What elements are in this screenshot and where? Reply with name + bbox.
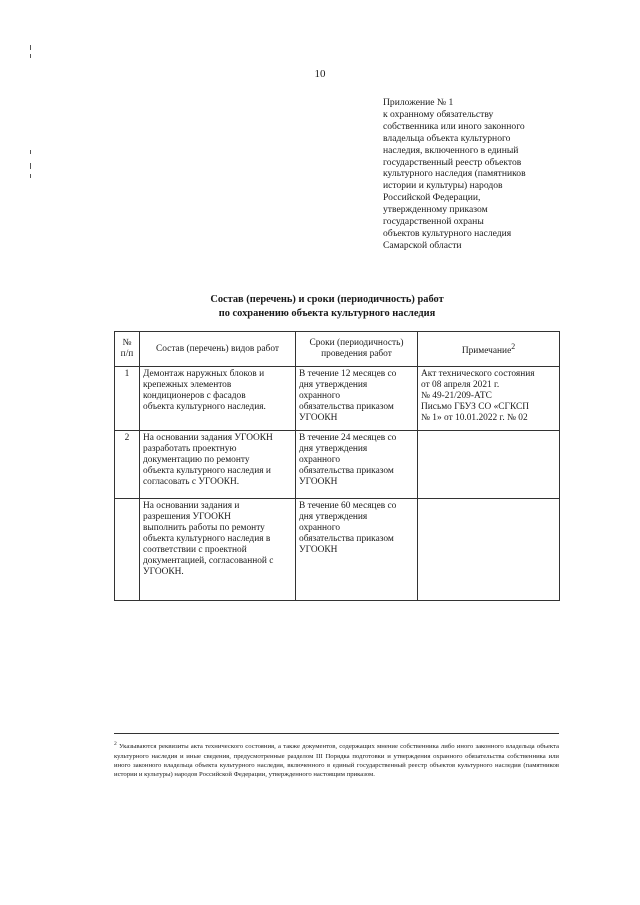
appendix-reference-block xyxy=(383,97,623,252)
cell-number xyxy=(115,499,140,601)
cell-terms-line: УГООКН xyxy=(299,413,338,423)
cell-terms-line: дня утверждения xyxy=(299,444,368,454)
cell-works-line: На основании задания и xyxy=(143,501,240,511)
cell-note xyxy=(418,367,560,431)
cell-works-line: Демонтаж наружных блоков и xyxy=(143,369,265,379)
appendix-line: Российской Федерации, xyxy=(383,192,481,204)
appendix-line: объектов культурного наследия xyxy=(383,227,512,239)
cell-terms-line: обязательства приказом xyxy=(299,534,394,544)
header-number xyxy=(115,332,140,367)
cell-note xyxy=(418,499,560,601)
cell-terms-line: В течение 12 месяцев со xyxy=(299,369,397,379)
cell-works-line: разрешения УГООКН xyxy=(143,512,231,522)
cell-works-line: документацией, согласованной с xyxy=(143,556,274,566)
header-number-line-2: п/п xyxy=(120,349,134,359)
cell-terms-line: дня утверждения xyxy=(299,380,368,390)
cell-note xyxy=(418,431,560,499)
scan-mark xyxy=(30,174,31,178)
cell-works-line: УГООКН. xyxy=(143,567,184,577)
header-works xyxy=(140,332,296,367)
cell-terms-line: обязательства приказом xyxy=(299,402,394,412)
cell-terms-line: В течение 60 месяцев со xyxy=(299,501,397,511)
header-terms xyxy=(296,332,418,367)
works-table xyxy=(114,331,560,601)
header-terms-line-2: проведения работ xyxy=(321,349,392,359)
appendix-line: государственной охраны xyxy=(383,216,484,228)
cell-works-line: крепежных элементов xyxy=(143,380,232,390)
cell-terms-line: УГООКН xyxy=(299,477,338,487)
appendix-line: наследия, включенного в единый xyxy=(383,144,519,156)
footnote-separator xyxy=(114,733,559,734)
cell-works-line: выполнить работы по ремонту xyxy=(143,523,265,533)
cell-number: 2 xyxy=(115,431,140,499)
scan-mark xyxy=(30,54,31,58)
cell-note-line: Письмо ГБУЗ СО «СГКСП xyxy=(421,402,529,412)
appendix-line: владельца объекта культурного xyxy=(383,132,511,144)
cell-works xyxy=(140,499,296,601)
title-line-2: по сохранению объекта культурного наследия xyxy=(218,308,436,319)
footnote-text: Указываются реквизиты акта технического состояния, а также документов, содержащих мнение собственника либо иного законного владельца объекта культурного наследия и иные сведения, предусмотренные разделом III Порядка подготовки и утверждения охранного обязательства собственника или иного законного владельца объекта культурного наследия, включенного в единый государственный реестр объектов культурного наследия (памятников истории и культуры) народов Российской Федерации, утвержденного настоящим приказом. xyxy=(114,743,559,779)
title-line-1: Состав (перечень) и сроки (периодичность) работ xyxy=(210,294,444,305)
cell-works-line: соответствии с проектной xyxy=(143,545,247,555)
cell-terms xyxy=(296,499,418,601)
table-row xyxy=(115,499,560,601)
table-row xyxy=(115,367,560,431)
appendix-line: к охранному обязательству xyxy=(383,108,494,120)
appendix-line: культурного наследия (памятников xyxy=(383,168,526,180)
header-terms-line-1: Сроки (периодичность) xyxy=(309,338,404,348)
cell-works-line: объекта культурного наследия в xyxy=(143,534,271,544)
scan-mark xyxy=(30,45,31,50)
cell-terms-line: УГООКН xyxy=(299,545,338,555)
cell-terms-line: обязательства приказом xyxy=(299,466,394,476)
table-row xyxy=(115,431,560,499)
appendix-line: Приложение № 1 xyxy=(383,97,454,108)
scan-mark xyxy=(30,150,31,154)
cell-terms-line: охранного xyxy=(299,391,341,401)
appendix-line: истории и культуры) народов xyxy=(383,180,503,192)
cell-works-line: согласовать с УГООКН. xyxy=(143,477,240,487)
appendix-line: утвержденному приказом xyxy=(383,204,488,216)
scan-mark xyxy=(30,163,31,169)
cell-terms xyxy=(296,367,418,431)
cell-works-line: На основании задания УГООКН xyxy=(143,433,273,443)
appendix-line: Самарской области xyxy=(383,239,462,251)
footnote xyxy=(114,740,559,780)
cell-works-line: объекта культурного наследия и xyxy=(143,466,271,476)
cell-number: 1 xyxy=(115,367,140,431)
document-title xyxy=(0,293,640,321)
cell-works-line: разработать проектную xyxy=(143,444,237,454)
cell-note-line: Акт технического состояния xyxy=(421,369,535,379)
header-number-line-1: № xyxy=(122,338,132,348)
cell-terms-line: охранного xyxy=(299,523,341,533)
cell-works-line: объекта культурного наследия. xyxy=(143,402,266,412)
cell-note-line: от 08 апреля 2021 г. xyxy=(421,380,500,390)
cell-terms-line: дня утверждения xyxy=(299,512,368,522)
cell-terms-line: В течение 24 месяцев со xyxy=(299,433,397,443)
header-works-line: Состав (перечень) видов работ xyxy=(156,343,279,354)
cell-works xyxy=(140,367,296,431)
table-header-row xyxy=(115,332,560,367)
header-note-footnote-ref: 2 xyxy=(511,341,516,351)
cell-works xyxy=(140,431,296,499)
cell-note-line: № 1» от 10.01.2022 г. № 02 xyxy=(421,413,528,423)
cell-terms xyxy=(296,431,418,499)
footnote-marker: 2 xyxy=(114,741,117,747)
cell-works-line: документацию по ремонту xyxy=(143,455,250,465)
appendix-line: собственника или иного законного xyxy=(383,120,525,132)
header-note xyxy=(418,332,560,367)
header-note-label: Примечание xyxy=(461,346,512,357)
cell-note-line: № 49-21/209-АТС xyxy=(421,391,492,401)
cell-works-line: кондиционеров с фасадов xyxy=(143,391,246,401)
cell-terms-line: охранного xyxy=(299,455,341,465)
appendix-line: государственный реестр объектов xyxy=(383,156,522,168)
page-number: 10 xyxy=(314,68,326,80)
